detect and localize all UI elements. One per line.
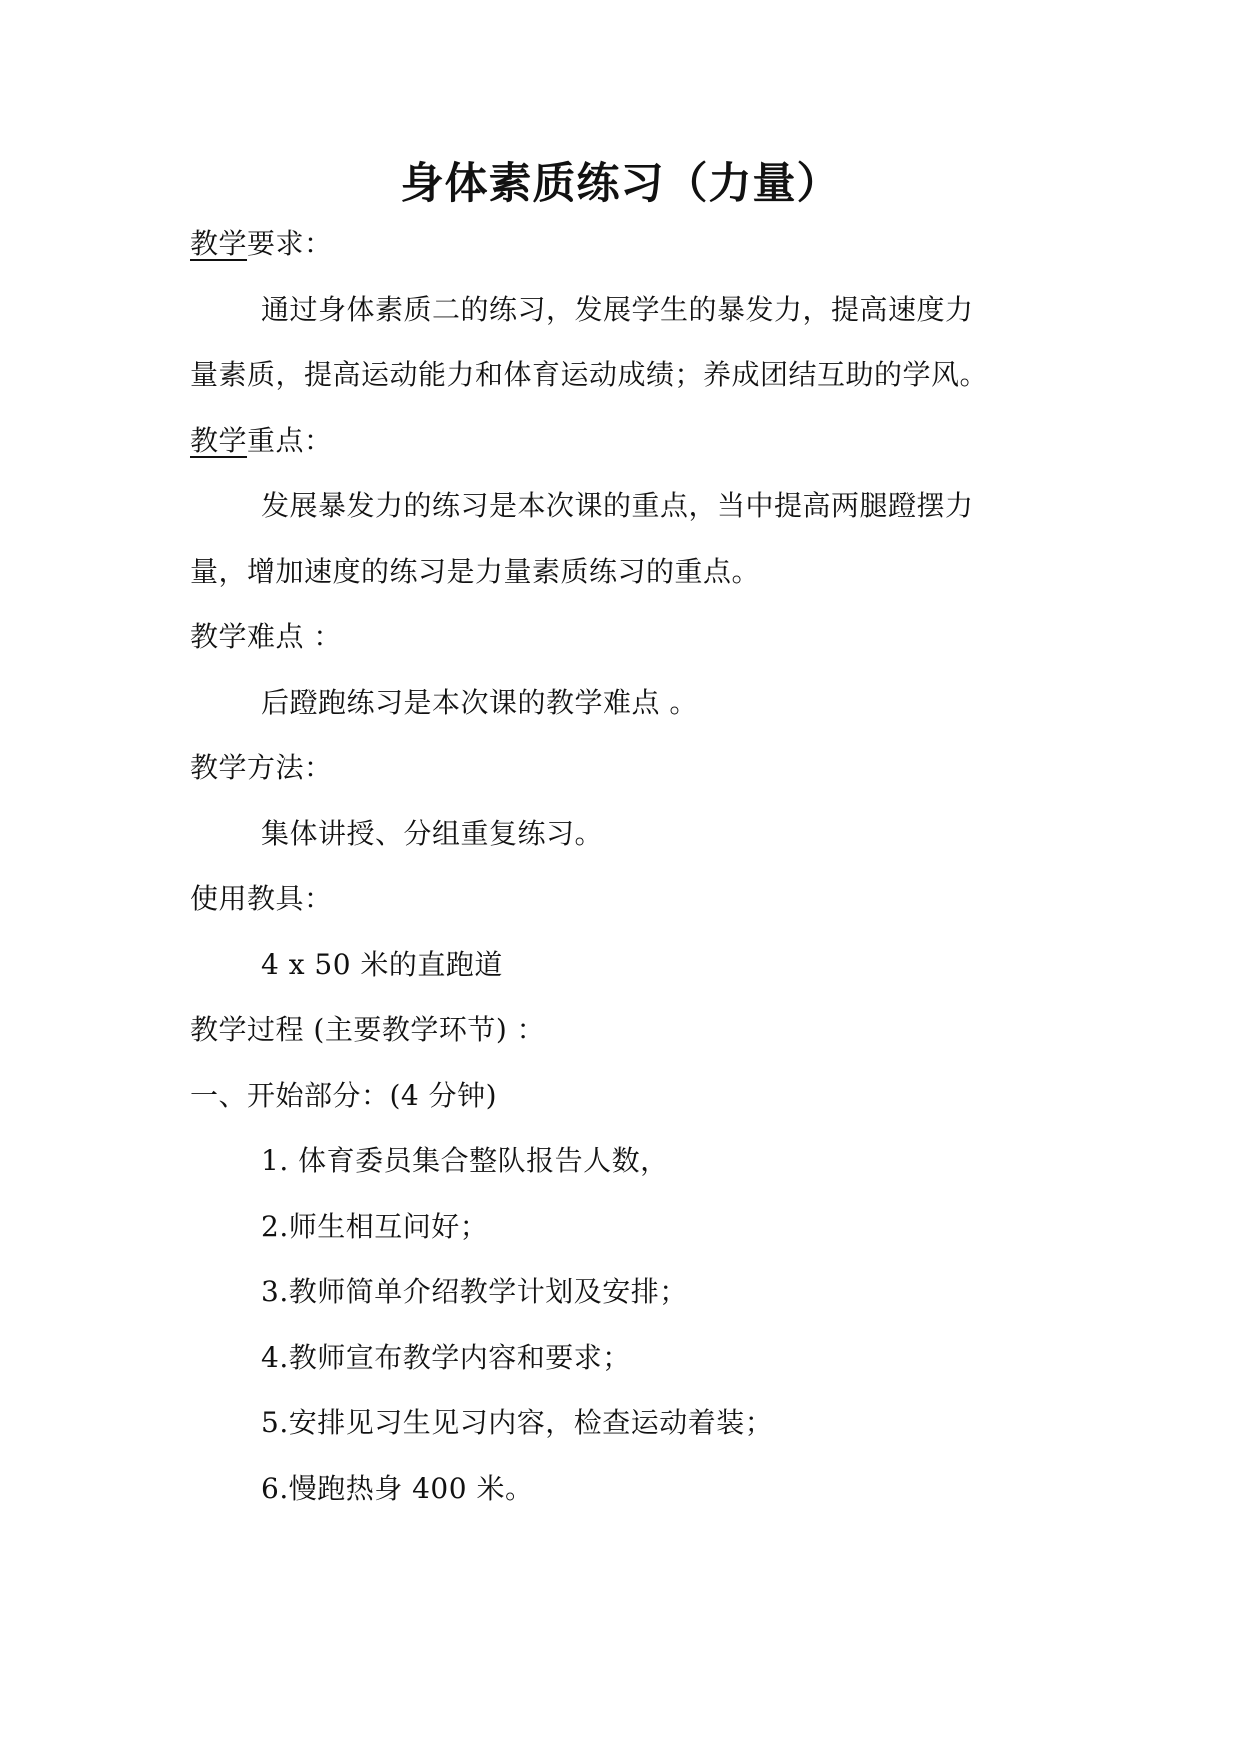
difficulty-text: 后蹬跑练习是本次课的教学难点 。	[261, 686, 698, 719]
difficulty-heading: 教学难点 ：	[190, 620, 342, 653]
process-step: 2.师生相互问好；	[261, 1210, 489, 1243]
key-point-heading-rest: 重点：	[247, 424, 333, 457]
document-title: 身体素质练习（力量）	[400, 159, 841, 209]
equipment-text: 4 x 50 米的直跑道	[261, 948, 503, 981]
process-step: 1. 体育委员集合整队报告人数，	[261, 1144, 669, 1177]
process-step: 5.安排见习生见习内容，检查运动着装；	[261, 1406, 774, 1439]
requirement-text-line-2: 量素质，提高运动能力和体育运动成绩；养成团结互助的学风。	[190, 358, 989, 391]
requirement-text-line-1: 通过身体素质二的练习，发展学生的暴发力，提高速度力	[261, 293, 974, 326]
key-point-heading	[190, 421, 333, 461]
key-point-text-line-1: 发展暴发力的练习是本次课的重点，当中提高两腿蹬摆力	[261, 489, 974, 522]
process-step: 4.教师宣布教学内容和要求；	[261, 1341, 631, 1374]
key-point-heading-underlined: 教学	[190, 424, 248, 457]
process-heading: 教学过程 (主要教学环节) ：	[190, 1013, 546, 1046]
requirement-heading	[190, 224, 333, 264]
equipment-heading: 使用教具：	[190, 882, 333, 915]
process-step: 3.教师简单介绍教学计划及安排；	[261, 1275, 688, 1308]
process-step: 6.慢跑热身 400 米。	[261, 1472, 534, 1505]
requirement-heading-rest: 要求：	[247, 227, 333, 260]
method-heading: 教学方法：	[190, 751, 333, 784]
key-point-text-line-2: 量，增加速度的练习是力量素质练习的重点。	[190, 555, 761, 588]
requirement-heading-underlined: 教学	[190, 227, 248, 260]
part1-heading: 一、开始部分：(4 分钟)	[190, 1079, 498, 1112]
method-text: 集体讲授、分组重复练习。	[261, 817, 604, 850]
